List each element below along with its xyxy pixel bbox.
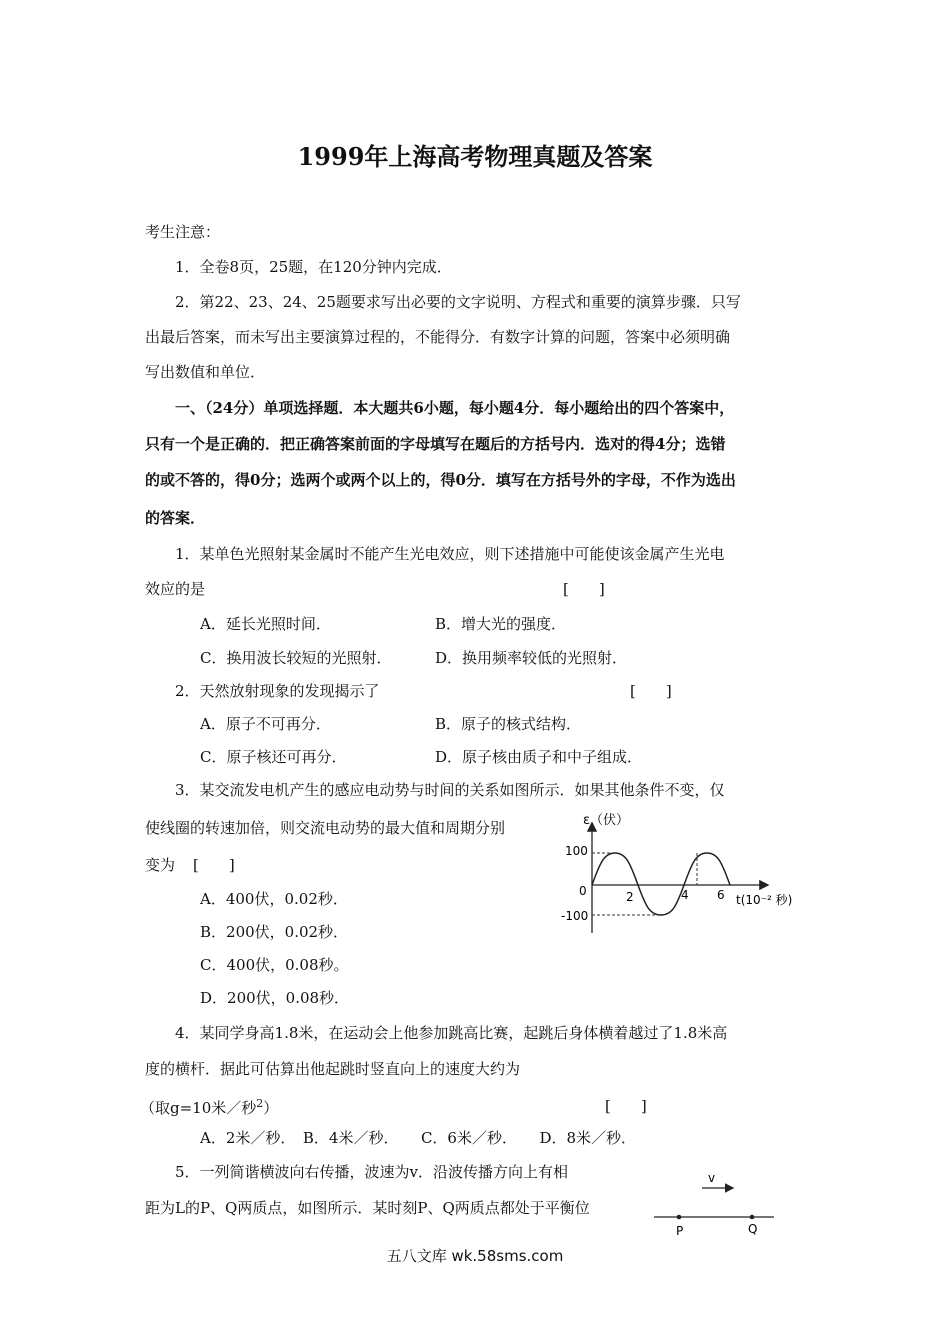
question-1-option-c: C．换用波长较短的光照射． xyxy=(200,649,392,667)
question-1-option-a: A．延长光照时间． xyxy=(200,615,331,633)
gravity-note-close: ） xyxy=(263,1099,279,1117)
y-min-label: -100 xyxy=(561,909,589,923)
section-1-instructions-line-3: 的或不答的，得0分；选两个或两个以上的，得0分．填写在方括号外的字母，不作为选出 xyxy=(145,471,736,489)
question-3-stem-line-1: 3．某交流发电机产生的感应电动势与时间的关系如图所示．如果其他条件不变，仅 xyxy=(175,781,725,799)
section-1-instructions-line-2: 只有一个是正确的．把正确答案前面的字母填写在题后的方括号内．选对的得4分；选错 xyxy=(145,435,726,453)
notice-heading: 考生注意： xyxy=(145,223,221,241)
question-3-stem-line-3: 变为 xyxy=(145,856,176,874)
x-axis-label: t(10⁻² 秒) xyxy=(736,893,793,907)
point-p-label: P xyxy=(676,1224,684,1238)
notice-item-2-line-1: 2．第22、23、24、25题要求写出必要的文字说明、方程式和重要的演算步骤．只写 xyxy=(175,293,741,311)
page-title: 1999年上海高考物理真题及答案 xyxy=(297,142,653,171)
question-2-option-c: C．原子核还可再分． xyxy=(200,748,347,766)
x-tick-label-4: 4 xyxy=(681,888,689,902)
notice-item-2-line-3: 写出数值和单位． xyxy=(145,363,266,381)
question-4-stem-line-2: 度的横杆．据此可估算出他起跳时竖直向上的速度大约为 xyxy=(145,1060,521,1078)
question-2-option-b: B．原子的核式结构． xyxy=(435,715,582,733)
question-4-stem-line-1: 4．某同学身高1.8米，在运动会上他参加跳高比赛，起跳后身体横着越过了1.8米高 xyxy=(175,1024,728,1042)
question-2-option-a: A．原子不可再分． xyxy=(200,715,331,733)
velocity-label: v xyxy=(708,1171,716,1185)
question-3-option-c: C．400伏，0.08秒。 xyxy=(200,956,349,974)
section-1-instructions-line-4: 的答案． xyxy=(145,509,206,527)
footer-watermark: 五八文库 wk.58sms.com xyxy=(386,1247,564,1265)
question-5-stem-line-1: 5．一列简谐横波向右传播，波速为v．沿波传播方向上有相 xyxy=(175,1163,569,1181)
emf-time-graph xyxy=(555,808,800,940)
question-2-answer-bracket: [ ] xyxy=(630,682,672,700)
gravity-note: （取g=10米／秒 xyxy=(140,1099,257,1117)
notice-item-2-line-2: 出最后答案，而未写出主要演算过程的，不能得分．有数字计算的问题，答案中必须明确 xyxy=(145,328,731,346)
section-1-instructions-line-1: 一、（24分）单项选择题．本大题共6小题，每小题4分．每小题给出的四个答案中， xyxy=(175,399,735,417)
x-tick-label-6: 6 xyxy=(717,888,725,902)
question-3-option-b: B．200伏，0.02秒． xyxy=(200,923,349,941)
y-axis-label: ε（伏） xyxy=(583,813,630,828)
origin-label: 0 xyxy=(579,884,587,898)
question-4-answer-bracket: [ ] xyxy=(605,1097,647,1115)
question-4-stem-line-3 xyxy=(140,1094,278,1118)
question-2-option-d: D．原子核由质子和中子组成． xyxy=(435,748,643,766)
wave-figure xyxy=(650,1166,780,1240)
question-1-stem-line-2: 效应的是 xyxy=(145,580,206,598)
gravity-exponent: 2 xyxy=(256,1097,264,1110)
question-5-stem-line-2: 距为L的P、Q两质点，如图所示．某时刻P、Q两质点都处于平衡位 xyxy=(145,1199,590,1217)
sine-curve xyxy=(592,853,730,915)
question-1-answer-bracket: [ ] xyxy=(563,580,605,598)
question-3-answer-bracket: [ ] xyxy=(193,856,235,874)
question-2-stem: 2．天然放射现象的发现揭示了 xyxy=(175,682,380,700)
question-3-option-d: D．200伏，0.08秒． xyxy=(200,989,350,1007)
y-max-label: 100 xyxy=(565,844,588,858)
point-q-label: Q xyxy=(748,1222,758,1236)
x-tick-label-2: 2 xyxy=(626,890,634,904)
question-3-option-a: A．400伏，0.02秒． xyxy=(200,890,348,908)
notice-item-1: 1．全卷8页，25题，在120分钟内完成． xyxy=(175,258,452,276)
question-1-stem-line-1: 1．某单色光照射某金属时不能产生光电效应，则下述措施中可能使该金属产生光电 xyxy=(175,545,725,563)
question-1-option-d: D．换用频率较低的光照射． xyxy=(435,649,628,667)
question-3-stem-line-2: 使线圈的转速加倍，则交流电动势的最大值和周期分别 xyxy=(145,819,506,837)
question-4-options: A．2米／秒． B．4米／秒． C．6米／秒． D．8米／秒． xyxy=(200,1129,637,1147)
question-1-option-b: B．增大光的强度． xyxy=(435,615,567,633)
point-q xyxy=(750,1215,755,1220)
point-p xyxy=(677,1215,682,1220)
